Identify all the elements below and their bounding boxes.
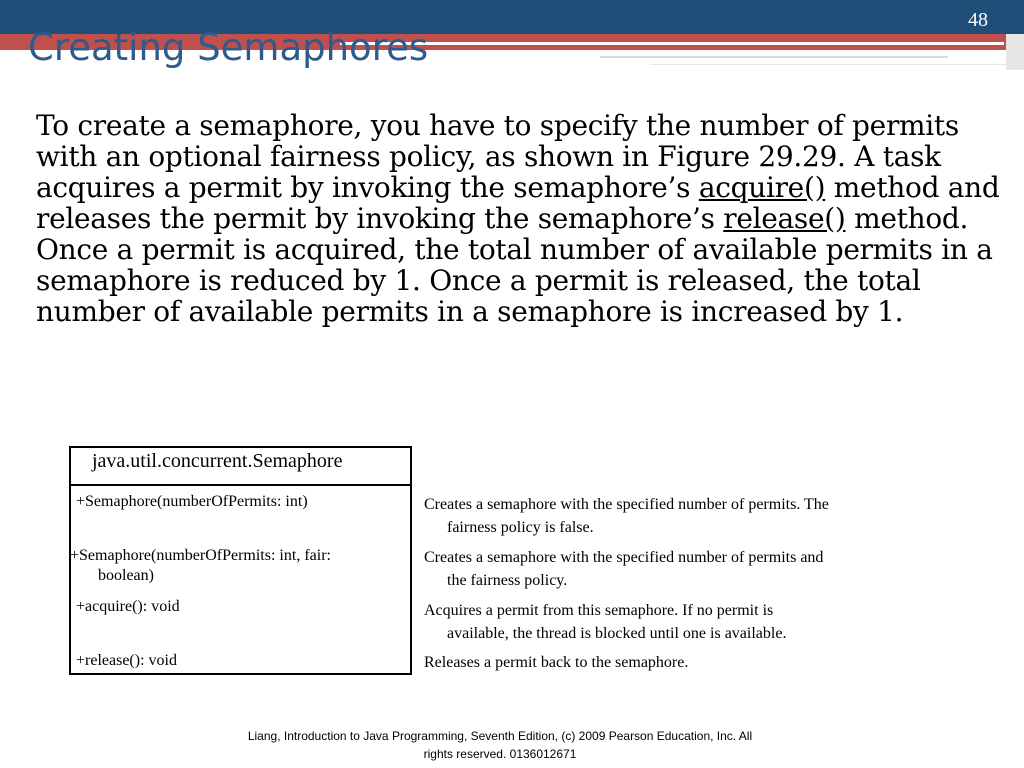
uml-method-signature: +Semaphore(numberOfPermits: int) (76, 493, 308, 510)
header-decor-shade (1006, 34, 1024, 70)
body-text-part: method and releases the permit by invoking the semaphore’s (36, 171, 1000, 235)
header-decor-line (600, 56, 948, 58)
uml-method-signature: +release(): void (76, 652, 177, 669)
uml-method-signature: +acquire(): void (76, 598, 180, 615)
uml-desc-line: available, the thread is blocked until one is available. (447, 625, 787, 642)
uml-desc-line: Acquires a permit from this semaphore. If no permit is (424, 602, 774, 619)
uml-desc-line: Creates a semaphore with the specified number of permits and (424, 549, 824, 566)
uml-method-description (424, 599, 944, 645)
footer-line: Liang, Introduction to Java Programming, Seventh Edition, (c) 2009 Pearson Education, Inc. All (247, 729, 753, 743)
uml-divider (69, 484, 412, 486)
body-text-part: To create a semaphore, you have to specify the number of permits with an optional fairness policy, as shown in Figure 29.29. A task acquires a permit by invoking the semaphore’s (36, 109, 959, 204)
footer-line: rights reserved. 0136012671 (423, 747, 577, 761)
uml-method-description (424, 651, 944, 674)
uml-desc-line: Creates a semaphore with the specified number of permits. The (424, 496, 829, 513)
uml-desc-line: the fairness policy. (447, 572, 568, 589)
release-method-ref: release() (723, 202, 846, 235)
uml-class-name: java.util.concurrent.Semaphore (92, 450, 343, 472)
uml-method-signature-cont: boolean) (98, 567, 154, 584)
header-decor-line (340, 42, 1004, 45)
body-paragraph (36, 110, 1001, 327)
slide-title: Creating Semaphores (28, 26, 429, 69)
acquire-method-ref: acquire() (698, 171, 826, 204)
uml-method-signature (70, 546, 331, 586)
slide-number: 48 (968, 9, 988, 31)
uml-method-signature-line: +Semaphore(numberOfPermits: int, fair: (70, 547, 331, 564)
copyright-footer (190, 727, 810, 763)
uml-method-description (424, 493, 944, 539)
uml-desc-line: Releases a permit back to the semaphore. (424, 654, 689, 671)
uml-method-description (424, 546, 944, 592)
uml-desc-line: fairness policy is false. (447, 519, 594, 536)
body-text-part: method. Once a permit is acquired, the total number of available permits in a semaphore is reduced by 1. Once a permit is released, the total number of available permits in a semaphore is increased by 1. (36, 202, 993, 328)
header-decor-line (650, 64, 1010, 65)
